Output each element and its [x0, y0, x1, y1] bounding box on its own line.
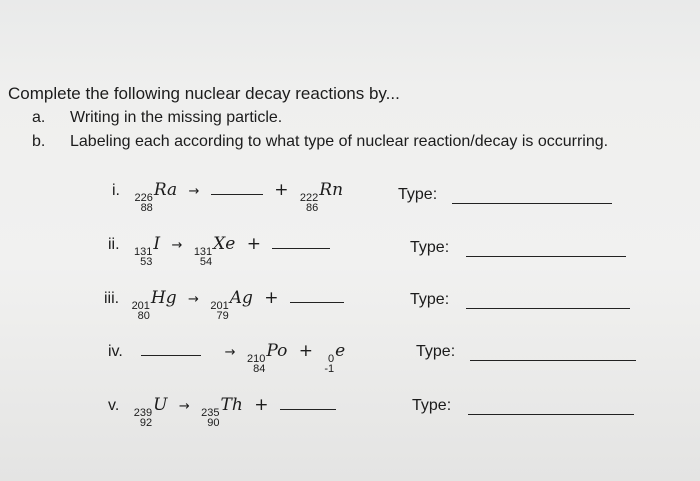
reactant-nuclide: [131, 288, 177, 322]
reaction-arrow: →: [188, 292, 199, 307]
element-symbol: I: [153, 234, 161, 254]
reactant-nuclide: [134, 180, 178, 214]
atomic-number: 92: [139, 417, 153, 429]
mass-number: 131: [134, 246, 153, 258]
instruction-letter: b.: [32, 133, 46, 150]
plus-sign: +: [298, 341, 313, 361]
atomic-number: 53: [140, 256, 153, 268]
reaction-numeral: i.: [112, 182, 120, 199]
mass-number: 131: [193, 246, 213, 258]
reaction-numeral: ii.: [108, 236, 120, 253]
type-label: Type:: [412, 397, 452, 414]
type-label: Type:: [410, 239, 450, 256]
element-symbol: Rn: [319, 180, 344, 200]
product-nuclide: [299, 180, 344, 214]
reaction-numeral: v.: [108, 397, 120, 414]
element-symbol: Hg: [150, 288, 177, 308]
type-label: Type:: [398, 186, 438, 203]
mass-number: 210: [246, 353, 266, 365]
product-nuclide: [193, 234, 236, 268]
reaction-iv: [108, 341, 346, 375]
mass-number: 222: [299, 192, 319, 204]
type-answer-line[interactable]: [466, 308, 630, 309]
missing-particle-blank[interactable]: [141, 354, 201, 356]
mass-number: 201: [131, 300, 150, 312]
instruction-text: Labeling each according to what type of nuclear reaction/decay is occurring.: [70, 133, 609, 150]
element-symbol: Ag: [229, 288, 253, 308]
instruction-text: Writing in the missing particle.: [70, 109, 283, 126]
element-symbol: U: [153, 395, 168, 415]
atomic-number: 79: [216, 310, 229, 322]
reaction-v: [108, 395, 336, 429]
reaction-numeral: iii.: [104, 290, 120, 307]
mass-number: 201: [210, 300, 229, 312]
type-label: Type:: [410, 291, 450, 308]
instructions-intro: Complete the following nuclear decay reactions by...: [8, 84, 400, 103]
product-nuclide: [324, 341, 346, 375]
atomic-number: 84: [253, 363, 266, 375]
product-nuclide: [210, 288, 253, 322]
plus-sign: +: [274, 180, 289, 200]
element-symbol: e: [335, 341, 346, 361]
atomic-number: 86: [306, 202, 319, 214]
mass-number: 226: [134, 192, 153, 204]
type-answer-line[interactable]: [470, 360, 636, 361]
product-nuclide: [246, 341, 288, 375]
element-symbol: Po: [266, 341, 288, 361]
type-label: Type:: [416, 343, 456, 360]
mass-number: 0: [328, 353, 335, 365]
atomic-number: -1: [324, 363, 335, 375]
plus-sign: +: [264, 288, 279, 308]
mass-number: 235: [201, 407, 220, 419]
atomic-number: 80: [137, 310, 150, 322]
instruction-letter: a.: [32, 109, 46, 126]
atomic-number: 54: [199, 256, 213, 268]
element-symbol: Ra: [153, 180, 178, 200]
reaction-arrow: →: [224, 345, 236, 360]
type-answer-line[interactable]: [452, 203, 612, 204]
mass-number: 239: [133, 407, 153, 419]
reaction-arrow: →: [188, 184, 200, 199]
product-nuclide: [201, 395, 243, 429]
reaction-ii: [108, 234, 330, 268]
missing-particle-blank[interactable]: [272, 247, 330, 249]
atomic-number: 90: [207, 417, 220, 429]
atomic-number: 88: [140, 202, 153, 214]
type-answer-line[interactable]: [466, 256, 626, 257]
reaction-arrow: →: [178, 399, 190, 414]
missing-particle-blank[interactable]: [290, 301, 344, 303]
reactant-nuclide: [133, 395, 168, 429]
reaction-iii: [104, 288, 344, 322]
type-answer-line[interactable]: [468, 414, 634, 415]
plus-sign: +: [254, 395, 269, 415]
reaction-arrow: →: [171, 238, 183, 253]
instruction-b: [32, 133, 608, 151]
reactant-nuclide: [134, 234, 161, 268]
plus-sign: +: [246, 234, 261, 254]
element-symbol: Xe: [213, 234, 236, 254]
instruction-a: [32, 109, 282, 127]
missing-particle-blank[interactable]: [280, 408, 336, 410]
reaction-numeral: iv.: [108, 343, 123, 360]
reaction-i: [112, 180, 344, 214]
element-symbol: Th: [220, 395, 243, 415]
missing-particle-blank[interactable]: [211, 193, 263, 195]
